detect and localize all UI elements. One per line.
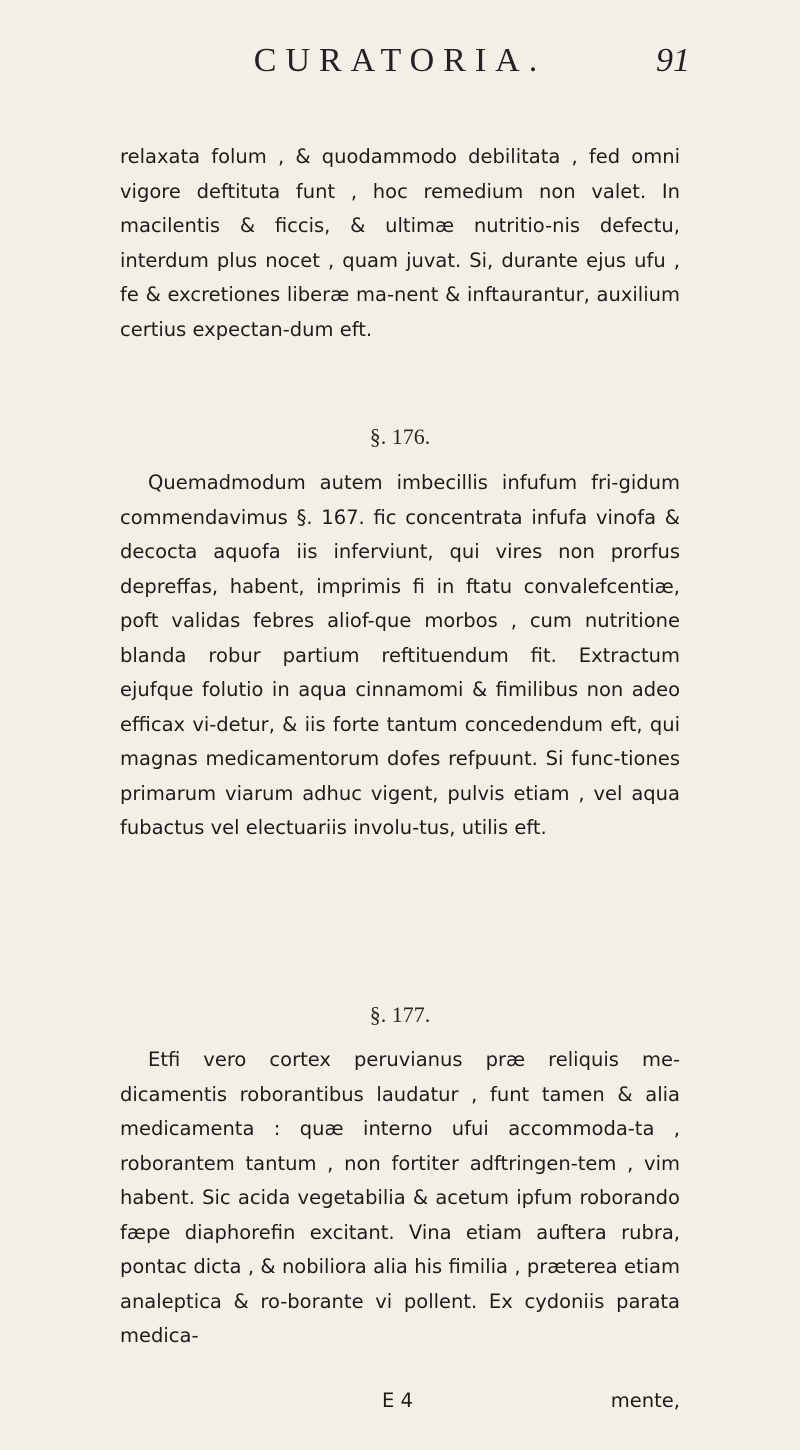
paragraph-text: Etfi vero cortex peruvianus præ reliquis me-dicamentis roborantibus laudatur , funt tamen & alia medicamenta : quæ interno ufui accommoda-ta , roborantem tantum , non fortiter adftringen-tem , vim habent. Sic acida vegetabilia & acetum ipfum roborando fæpe diaphorefin excitant. Vina etiam auftera rubra, pontac dicta , & nobiliora alia his fimilia , præterea etiam analeptica & ro-borante vi pollent. Ex cydoniis parata medica- xyxy=(120,1048,680,1347)
paragraph-text: Quemadmodum autem imbecillis infufum fri-gidum commendavimus §. 167. fic concentrata infufa vinofa & decocta aquofa iis inferviunt, qui vires non prorfus depreffas, habent, imprimis fi in ftatu convalefcentiæ, poft validas febres aliof-que morbos , cum nutritione blanda robur partium reftituendum fit. Extractum ejufque folutio in aqua cinnamomi & fimilibus non adeo efficax vi-detur, & iis forte tantum concedendum eft, qui magnas medicamentorum dofes refpuunt. Si func-tiones primarum viarum adhuc vigent, pulvis etiam , vel aqua fubactus vel electuariis involu-tus, utilis eft. xyxy=(120,471,680,839)
paragraph-text: relaxata folum , & quodammodo debilitata , fed omni vigore deftituta funt , hoc remedium non valet. In macilentis & ficcis, & ultimæ nutritio-nis defectu, interdum plus nocet , quam juvat. Si, durante ejus ufu , fe & excretiones liberæ ma-nent & inftaurantur, auxilium certius expectan-dum eft. xyxy=(120,145,680,341)
section-heading-176: §. 176. xyxy=(369,424,431,449)
paragraph-176 xyxy=(120,466,680,846)
section-heading-177: §. 177. xyxy=(369,1002,431,1027)
page-number: 91 xyxy=(656,42,690,79)
running-head xyxy=(0,38,800,88)
catchword: mente, xyxy=(610,1389,680,1412)
paragraph-177 xyxy=(120,1043,680,1354)
page-footer xyxy=(120,1389,680,1429)
paragraph-continued xyxy=(120,140,680,347)
signature-mark: E 4 xyxy=(382,1389,413,1412)
running-title: CURATORIA. xyxy=(253,42,547,79)
